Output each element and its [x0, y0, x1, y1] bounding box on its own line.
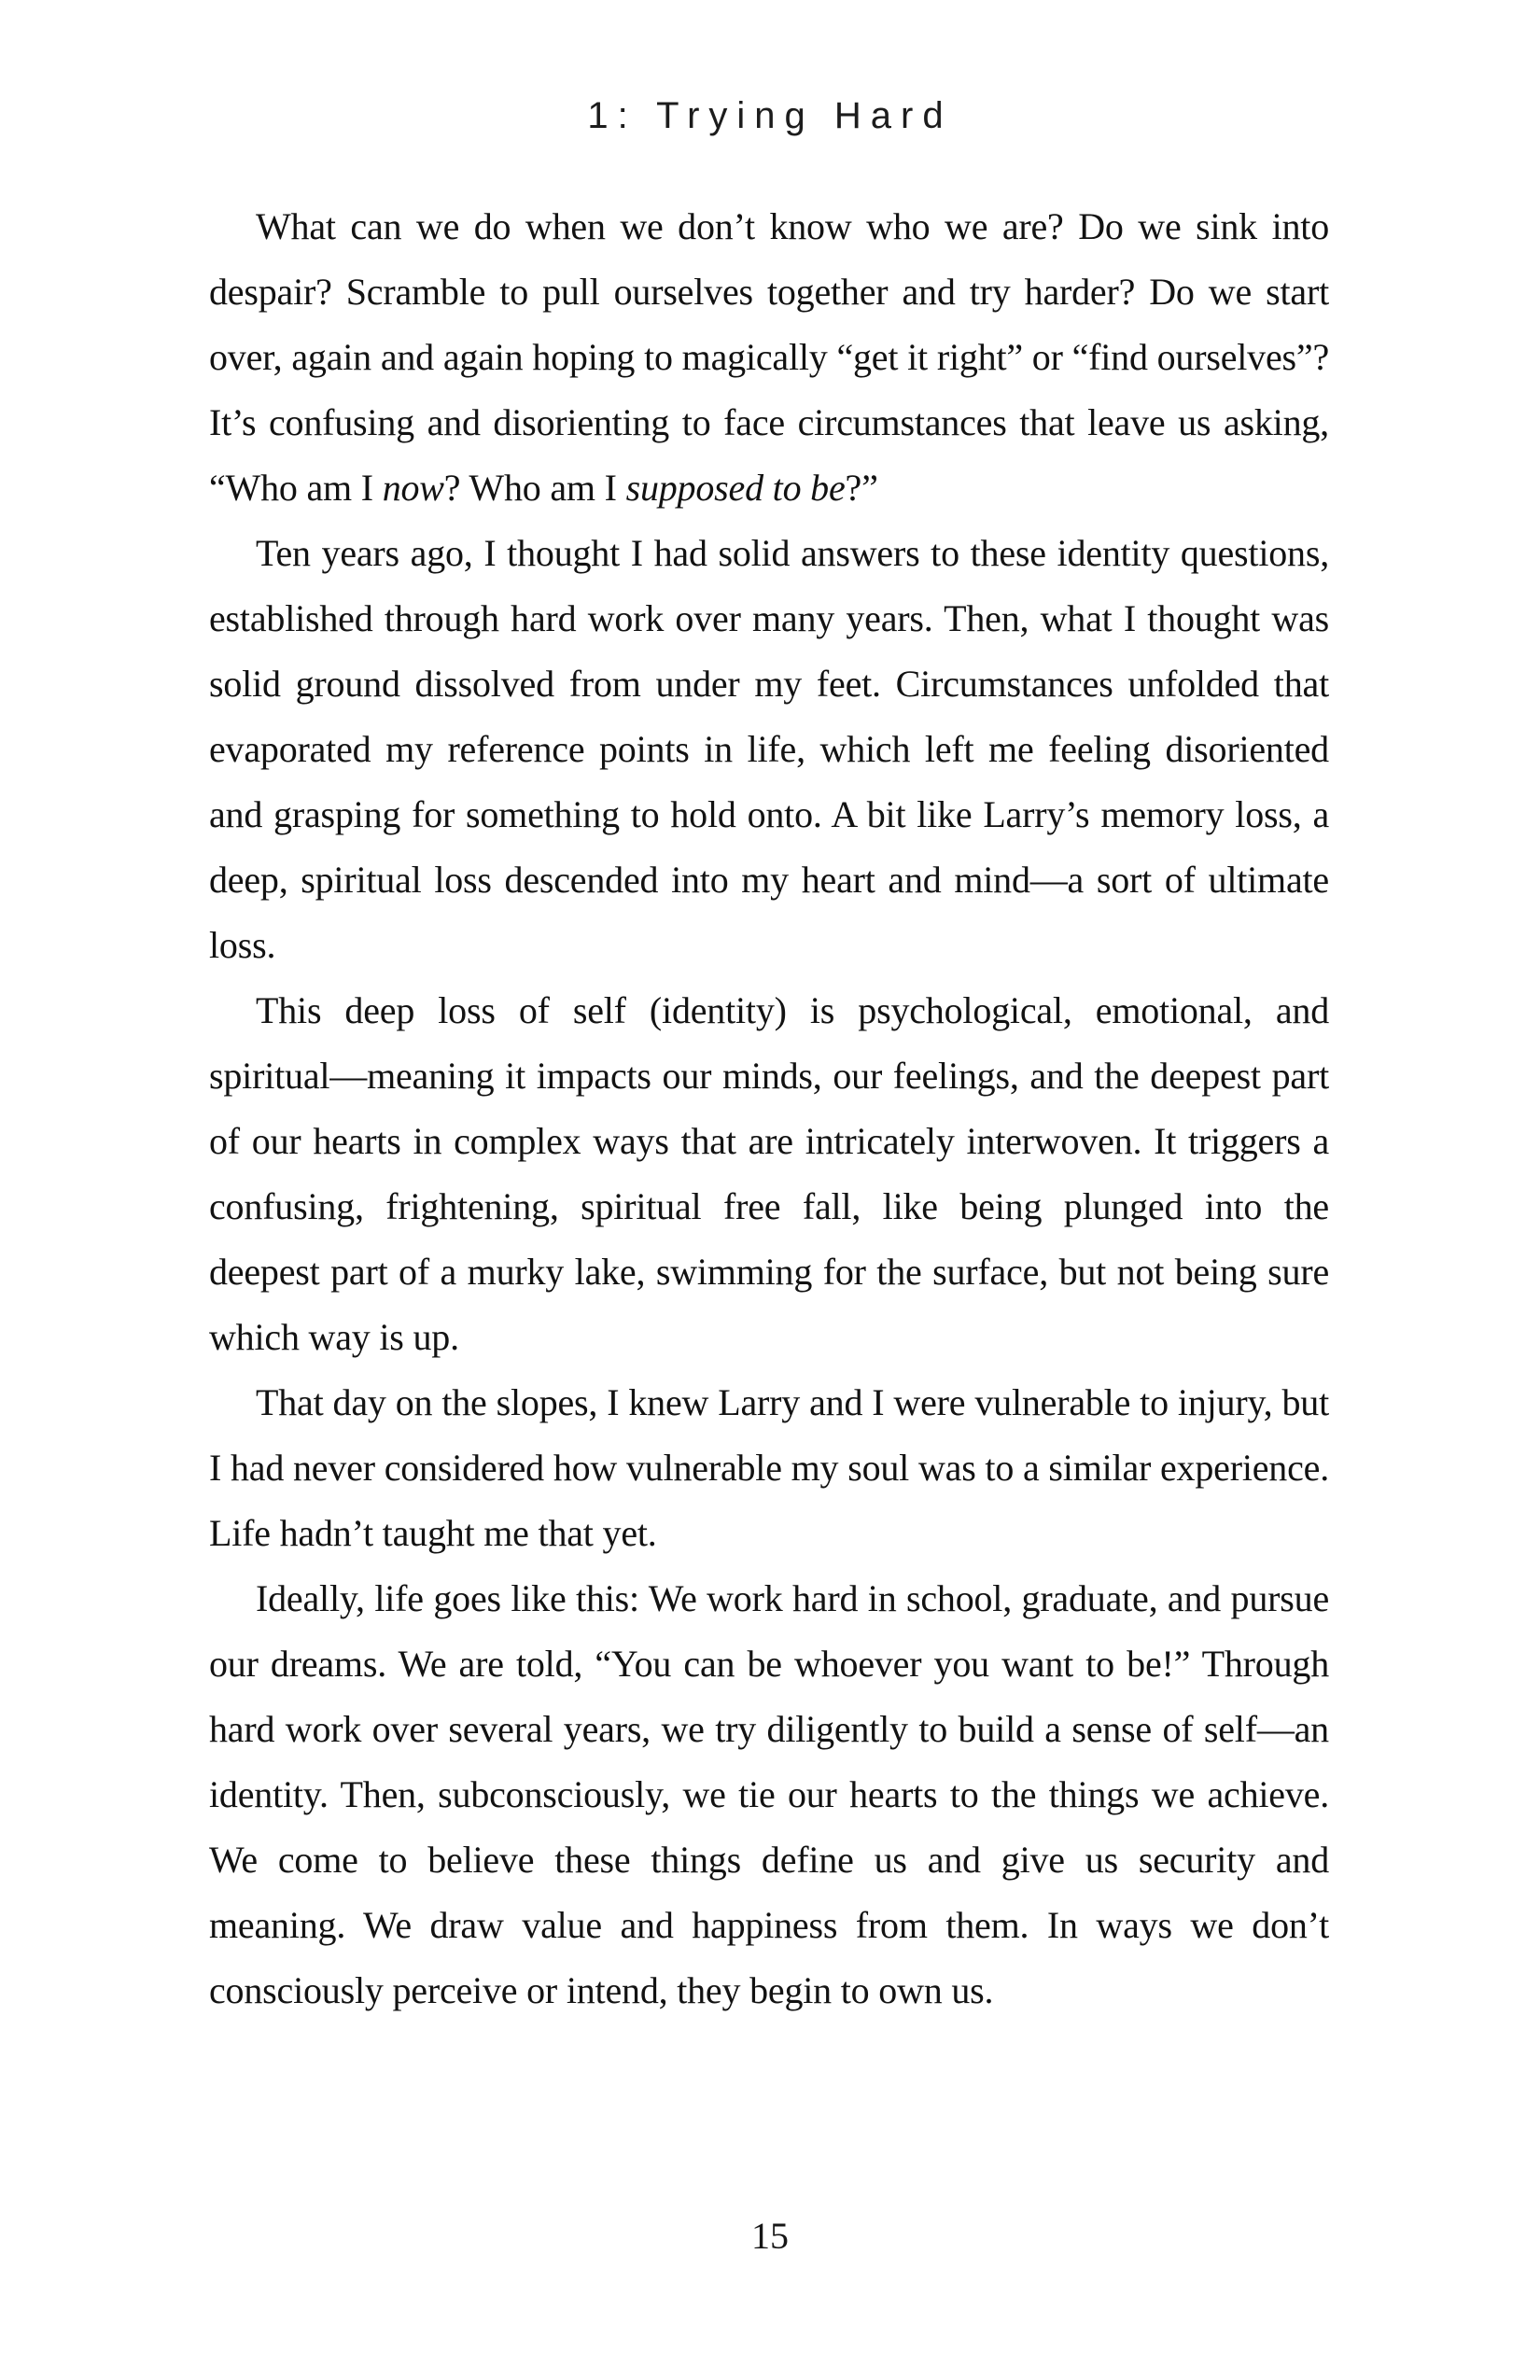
running-header: 1: Trying Hard	[587, 95, 953, 136]
page-number: 15	[751, 2215, 789, 2257]
paragraph: What can we do when we don’t know who we are? Do we sink into despair? Scramble to pull ourselves together and try harder? Do we start over, again and again hoping to magically “get it right” or “find ourselves”? It’s confusing and disorienting to face circumstances that leave us asking, “Who am I now? Who am I supposed to be?”	[209, 205, 1329, 509]
paragraph: Ten years ago, I thought I had solid answers to these identity questions, established through hard work over many years. Then, what I thought was solid ground dissolved from under my feet. Circumstances unfolded that evaporated my reference points in life, which left me feeling disoriented and grasping for something to hold onto. A bit like Larry’s memory loss, a deep, spiritual loss descended into my heart and mind—a sort of ultimate loss.	[209, 532, 1329, 966]
paragraph: This deep loss of self (identity) is psychological, emotional, and spiritual—meaning it impacts our minds, our feelings, and the deepest part of our hearts in complex ways that are intricately interwoven. It triggers a confusing, frightening, spiritual free fall, like being plunged into the deepest part of a murky lake, swimming for the surface, but not being sure which way is up.	[209, 989, 1329, 1358]
paragraph: Ideally, life goes like this: We work hard in school, graduate, and pursue our dreams. We are told, “You can be whoever you want to be!” Through hard work over several years, we try diligently to build a sense of self—an identity. Then, subconsciously, we tie our hearts to the things we achieve. We come to believe these things define us and give us security and meaning. We draw value and happiness from them. In ways we don’t consciously perceive or intend, they begin to own us.	[209, 1577, 1329, 2011]
body-text	[209, 194, 1329, 2023]
paragraph: That day on the slopes, I knew Larry and I were vulnerable to injury, but I had never considered how vulnerable my soul was to a similar experience. Life hadn’t taught me that yet.	[209, 1381, 1329, 1554]
